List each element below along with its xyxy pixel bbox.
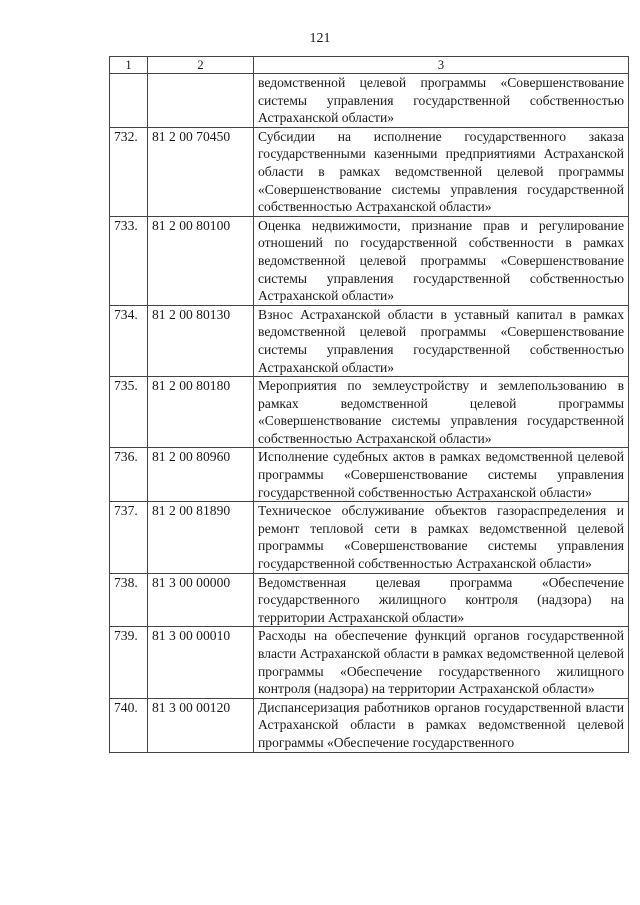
table-row [110, 216, 629, 305]
table-row [110, 573, 629, 627]
table-row [110, 448, 629, 502]
row-code: 81 3 00 00120 [148, 698, 254, 752]
table-row [110, 127, 629, 216]
row-number: 737. [110, 502, 148, 573]
row-description: Диспансеризация работников органов государственной власти Астраханской области в рамках ведомственной целевой программы «Обеспечение государственного [254, 698, 629, 752]
row-number: 735. [110, 377, 148, 448]
column-header-1: 1 [110, 57, 148, 74]
row-code: 81 2 00 80960 [148, 448, 254, 502]
row-number: 739. [110, 627, 148, 698]
row-code: 81 2 00 80100 [148, 216, 254, 305]
table-row [110, 698, 629, 752]
row-code: 81 3 00 00000 [148, 573, 254, 627]
row-number: 738. [110, 573, 148, 627]
column-header-2: 2 [148, 57, 254, 74]
budget-classification-table [109, 56, 629, 753]
row-description: Исполнение судебных актов в рамках ведомственной целевой программы «Совершенствование системы управления государственной собственностью Астраханской области» [254, 448, 629, 502]
row-number: 740. [110, 698, 148, 752]
row-description: ведомственной целевой программы «Совершенствование системы управления государственной собственностью Астраханской области» [254, 74, 629, 128]
row-number: 732. [110, 127, 148, 216]
row-description: Субсидии на исполнение государственного заказа государственными казенными предприятиями Астраханской области в рамках ведомственной целевой программы «Совершенствование системы управления государственной собственностью Астраханской области» [254, 127, 629, 216]
row-description: Техническое обслуживание объектов газораспределения и ремонт тепловой сети в рамках ведомственной целевой программы «Совершенствование системы управления государственной собственностью Астраханской области» [254, 502, 629, 573]
row-number: 733. [110, 216, 148, 305]
column-header-3: 3 [254, 57, 629, 74]
table-header-row [110, 57, 629, 74]
row-code: 81 2 00 81890 [148, 502, 254, 573]
row-code: 81 2 00 80130 [148, 305, 254, 376]
row-number: 736. [110, 448, 148, 502]
table-row [110, 305, 629, 376]
row-code: 81 3 00 00010 [148, 627, 254, 698]
row-description: Оценка недвижимости, признание прав и регулирование отношений по государственной собственности в рамках ведомственной целевой программы «Совершенствование системы управления государственной собственностью Астраханской области» [254, 216, 629, 305]
row-code: 81 2 00 80180 [148, 377, 254, 448]
table-row [110, 502, 629, 573]
row-code [148, 74, 254, 128]
table-row [110, 74, 629, 128]
row-description: Мероприятия по землеустройству и землепользованию в рамках ведомственной целевой программы «Совершенствование системы управления государственной собственностью Астраханской области» [254, 377, 629, 448]
row-description: Расходы на обеспечение функций органов государственной власти Астраханской области в рамках ведомственной целевой программы «Обеспечение государственного жилищного контроля (надзора) на территории Астраханской области» [254, 627, 629, 698]
row-description: Ведомственная целевая программа «Обеспечение государственного жилищного контроля (надзора) на территории Астраханской области» [254, 573, 629, 627]
table-row [110, 627, 629, 698]
row-code: 81 2 00 70450 [148, 127, 254, 216]
page-number: 121 [309, 31, 331, 46]
row-number [110, 74, 148, 128]
table-row [110, 377, 629, 448]
row-number: 734. [110, 305, 148, 376]
row-description: Взнос Астраханской области в уставный капитал в рамках ведомственной целевой программы «Совершенствование системы управления государственной собственностью Астраханской области» [254, 305, 629, 376]
